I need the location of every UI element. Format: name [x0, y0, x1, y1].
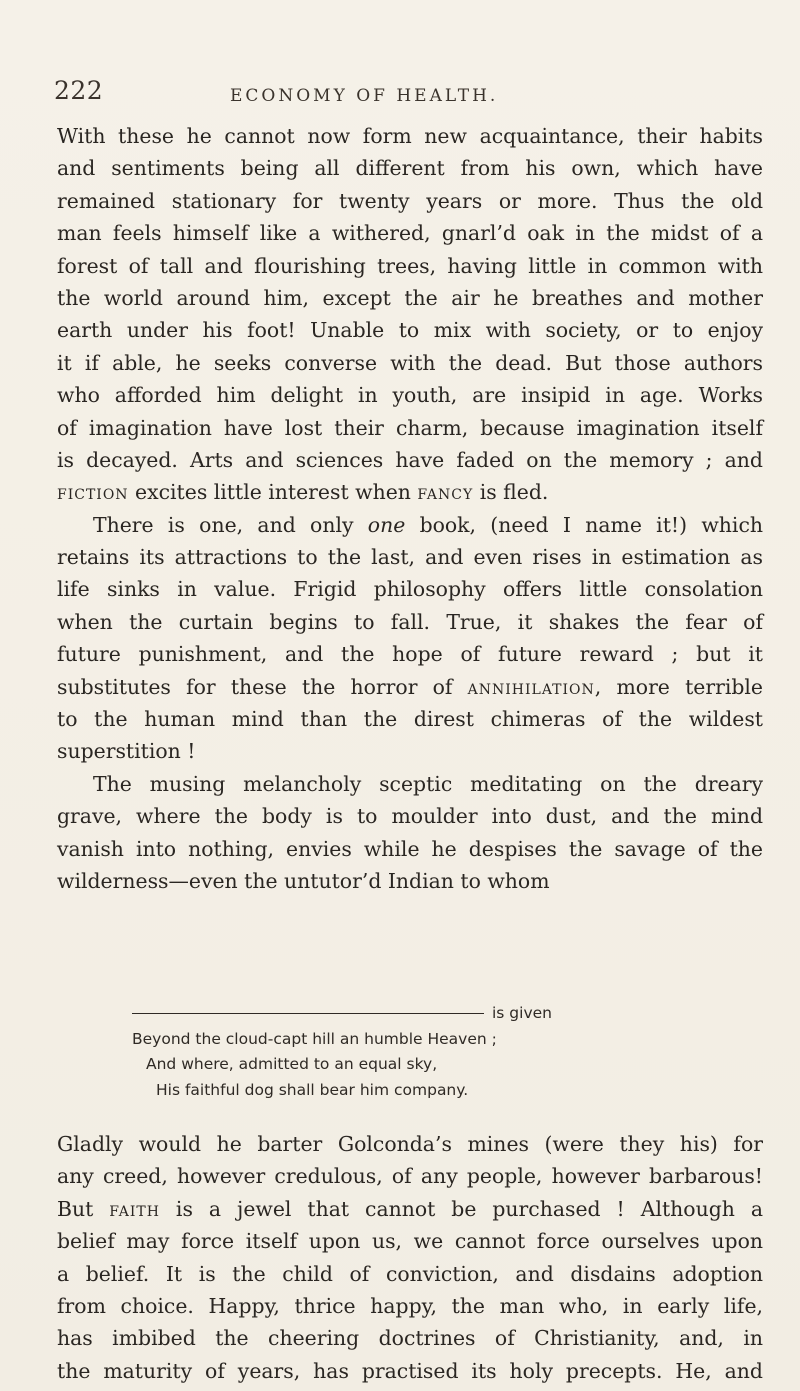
text-line: retains its attractions to the last, and even rises in estimation as — [57, 545, 763, 570]
text-line: any creed, however credulous, of any people, however barbarous! — [57, 1164, 763, 1189]
text-line: the world around him, except the air he breathes and mother — [57, 285, 763, 310]
text-line: life sinks in value. Frigid philosophy offers little consolation — [57, 577, 763, 602]
text-line: it if able, he seeks converse with the dead. But those authors — [57, 350, 763, 375]
text-line — [57, 476, 763, 508]
verse-quotation — [132, 1001, 692, 1103]
text-fragment: There is one, and only — [93, 512, 368, 537]
text-line: forest of tall and flourishing trees, having little in common with — [57, 253, 763, 278]
text-line: has imbibed the cheering doctrines of Christianity, and, in — [57, 1326, 763, 1351]
text-line: from choice. Happy, thrice happy, the man who, in early life, — [57, 1293, 763, 1318]
text-line: superstition ! — [57, 739, 196, 764]
verse-fragment: is given — [492, 1004, 552, 1022]
small-caps-fiction: fiction — [57, 480, 129, 505]
text-line: a belief. It is the child of conviction, and disdains adoption — [57, 1261, 763, 1286]
text-line — [57, 1193, 763, 1225]
verse-dash-rule — [132, 1013, 484, 1014]
body-text-upper — [57, 120, 763, 897]
text-fragment: book, (need I name it!) which — [405, 512, 763, 537]
text-fragment: But — [57, 1196, 110, 1221]
text-fragment: , more terrible — [594, 674, 763, 699]
text-line: Gladly would he barter Golconda’s mines (were they his) for — [57, 1132, 763, 1156]
text-line: is decayed. Arts and sciences have faded on the memory ; and — [57, 447, 763, 472]
text-line: earth under his foot! Unable to mix with society, or to enjoy — [57, 318, 763, 343]
page-number: 222 — [54, 76, 104, 105]
text-fragment: substitutes for these the horror of — [57, 674, 468, 699]
small-caps-faith: faith — [109, 1196, 160, 1221]
text-line: the maturity of years, has practised its holy precepts. He, and — [57, 1358, 763, 1383]
text-line — [57, 509, 763, 541]
verse-line: Beyond the cloud-capt hill an humble Heaven ; — [132, 1029, 497, 1048]
italic-one: one — [367, 512, 406, 537]
text-line: and sentiments being all different from his own, which have — [57, 156, 763, 181]
text-line: man feels himself like a withered, gnarl’d oak in the midst of a — [57, 221, 763, 246]
text-line: With these he cannot now form new acquaintance, their habits — [57, 124, 763, 148]
small-caps-annihilation: annihilation — [467, 674, 595, 699]
text-fragment: is a jewel that cannot be purchased ! Although a — [159, 1196, 763, 1221]
text-line — [57, 671, 763, 703]
body-text-lower — [57, 1128, 763, 1387]
text-line: when the curtain begins to fall. True, it shakes the fear of — [57, 609, 763, 634]
text-line: remained stationary for twenty years or more. Thus the old — [57, 188, 763, 213]
text-line: wilderness—even the untutor’d Indian to whom — [57, 868, 550, 893]
text-fragment: excites little interest when — [128, 480, 418, 505]
running-head: ECONOMY OF HEALTH. — [230, 86, 499, 106]
text-line: of imagination have lost their charm, because imagination itself — [57, 415, 763, 440]
text-line: future punishment, and the hope of future reward ; but it — [57, 642, 763, 667]
text-line: to the human mind than the direst chimeras of the wildest — [57, 707, 763, 732]
verse-line — [132, 1001, 692, 1027]
text-fragment: is fled. — [473, 480, 549, 505]
verse-line: And where, admitted to an equal sky, — [146, 1055, 438, 1073]
verse-line: His faithful dog shall bear him company. — [156, 1080, 469, 1099]
text-line: The musing melancholy sceptic meditating on the dreary — [93, 771, 763, 796]
text-line: vanish into nothing, envies while he despises the savage of the — [57, 836, 763, 861]
text-line: belief may force itself upon us, we cannot force ourselves upon — [57, 1229, 763, 1254]
small-caps-fancy: fancy — [417, 480, 474, 505]
text-line: grave, where the body is to moulder into dust, and the mind — [57, 804, 763, 829]
text-line: who afforded him delight in youth, are insipid in age. Works — [57, 383, 763, 408]
